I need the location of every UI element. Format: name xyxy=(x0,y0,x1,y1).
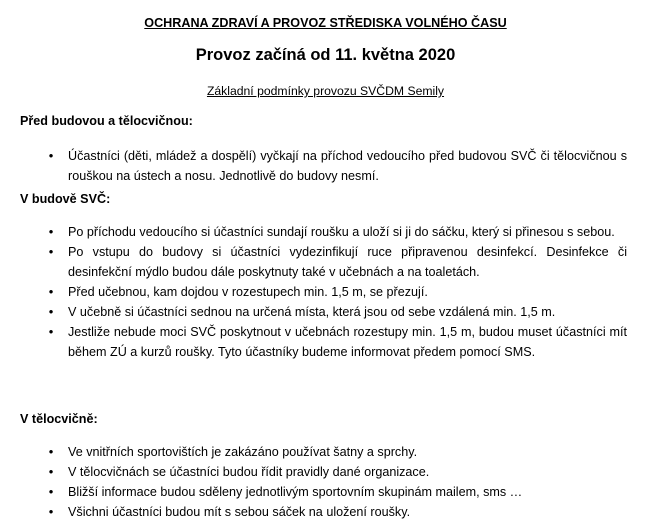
bullet-icon: • xyxy=(48,484,54,499)
bullet-icon: • xyxy=(48,304,54,319)
list-item-text: Po příchodu vedoucího si účastníci sundají roušku a uloží si ji do sáčku, který si přinesou s sebou. xyxy=(68,225,615,239)
bullet-icon: • xyxy=(48,284,54,299)
list-item-text: Jestliže nebude moci SVČ poskytnout v učebnách rozestupy min. 1,5 m, budou muset účastníci mít během ZÚ a kurzů roušky. Tyto účastníky budeme informovat předem pomocí SMS. xyxy=(68,325,627,359)
list-item-text: Účastníci (děti, mládež a dospělí) vyčkají na příchod vedoucího před budovou SVČ či tělocvičnou s rouškou na ústech a nosu. Jednotlivě do budovy nesmí. xyxy=(68,149,627,183)
document-subtitle: Základní podmínky provozu SVČDM Semily xyxy=(206,84,445,98)
bullet-list-building xyxy=(0,222,651,362)
list-item-text: V učebně si účastníci sednou na určená místa, která jsou od sebe vzdálená min. 1,5 m. xyxy=(68,305,556,319)
list-item-text: Ve vnitřních sportovištích je zakázáno používat šatny a sprchy. xyxy=(68,445,418,459)
list-item-text: Po vstupu do budovy si účastníci vydezinfikují ruce připravenou desinfekcí. Desinfekce či desinfekční mýdlo budou dále poskytnuty také v učebnách a na toaletách. xyxy=(68,245,627,279)
list-item xyxy=(0,302,651,322)
start-date-heading: Provoz začíná od 11. května 2020 xyxy=(195,46,456,64)
section-heading-outside: Před budovou a tělocvičnou: xyxy=(20,114,193,128)
list-item xyxy=(0,242,651,282)
bullet-list-outside xyxy=(0,146,651,186)
list-item xyxy=(0,146,651,186)
list-item xyxy=(0,322,651,362)
bullet-icon: • xyxy=(48,148,54,163)
bullet-icon: • xyxy=(48,224,54,239)
bullet-icon: • xyxy=(48,244,54,259)
bullet-icon: • xyxy=(48,504,54,519)
bullet-icon: • xyxy=(48,324,54,339)
list-item xyxy=(0,462,651,482)
bullet-list-gym xyxy=(0,442,651,522)
bullet-icon: • xyxy=(48,464,54,479)
list-item-text: Bližší informace budou sděleny jednotlivým sportovním skupinám mailem, sms … xyxy=(68,485,523,499)
list-item xyxy=(0,502,651,522)
list-item-text: Před učebnou, kam dojdou v rozestupech min. 1,5 m, se přezují. xyxy=(68,285,428,299)
section-heading-building: V budově SVČ: xyxy=(20,192,111,206)
list-item xyxy=(0,282,651,302)
list-item xyxy=(0,442,651,462)
list-item-text: Všichni účastníci budou mít s sebou sáček na uložení roušky. xyxy=(68,505,411,519)
section-heading-gym: V tělocvičně: xyxy=(20,412,98,426)
list-item xyxy=(0,482,651,502)
list-item-text: V tělocvičnách se účastníci budou řídit pravidly dané organizace. xyxy=(68,465,430,479)
bullet-icon: • xyxy=(48,444,54,459)
list-item xyxy=(0,222,651,242)
document-title: OCHRANA ZDRAVÍ A PROVOZ STŘEDISKA VOLNÉHO ČASU xyxy=(144,16,507,30)
